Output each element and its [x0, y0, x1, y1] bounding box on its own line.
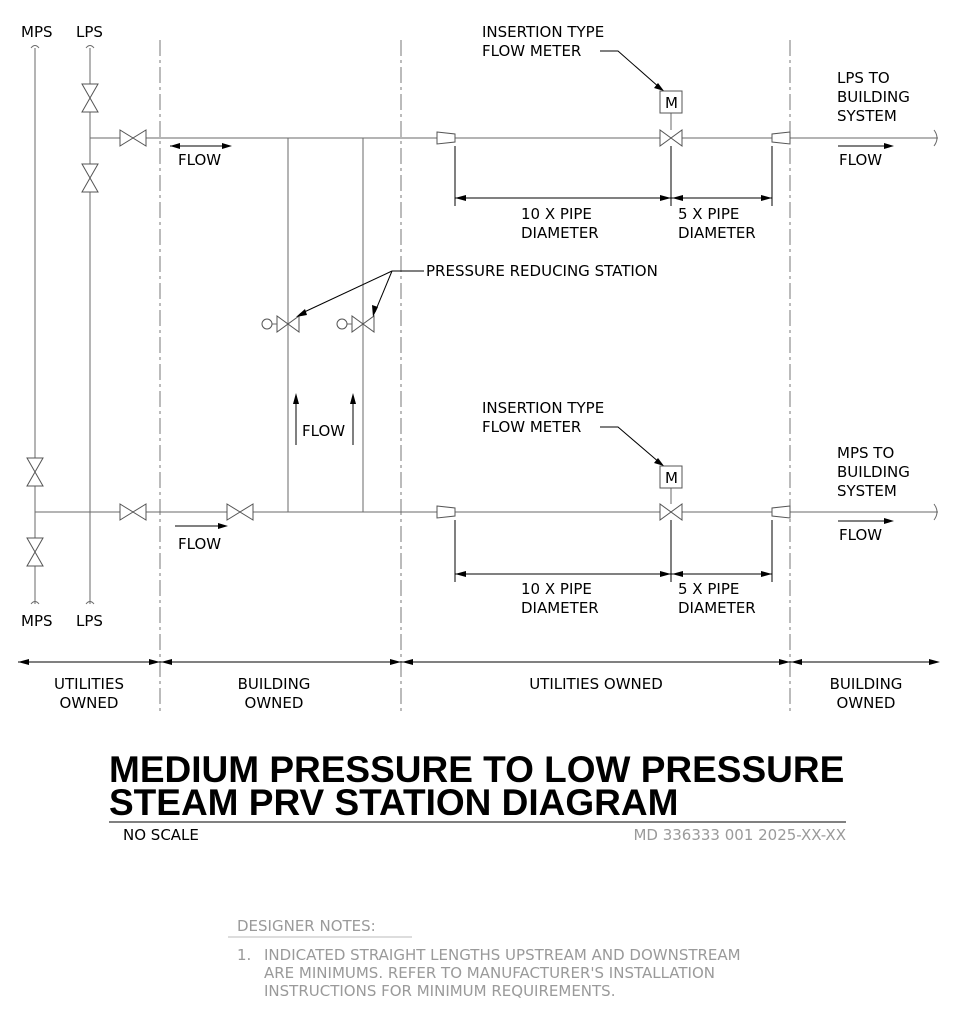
note-1-line-3: INSTRUCTIONS FOR MINIMUM REQUIREMENTS.: [264, 982, 616, 1000]
building-owned-right-line1: BUILDING: [829, 675, 903, 693]
utilities-owned-center: UTILITIES OWNED: [529, 675, 663, 693]
designer-notes-heading: DESIGNER NOTES:: [237, 917, 376, 935]
mps-to-label: MPS TO: [837, 444, 895, 462]
lps-to-building-label: BUILDING: [837, 88, 910, 106]
building-owned-left-line2: OWNED: [244, 694, 304, 712]
mps-isolation-valve-2: [227, 504, 253, 520]
lps-label-top: LPS: [76, 23, 103, 41]
title-line-1: MEDIUM PRESSURE TO LOW PRESSURE: [109, 749, 845, 790]
lps-10x-pipe-label: 10 X PIPE: [521, 205, 592, 223]
pressure-reducing-station-label: PRESSURE REDUCING STATION: [426, 262, 658, 280]
flow-label-mps-outlet: FLOW: [839, 526, 883, 544]
scale-label: NO SCALE: [123, 826, 199, 844]
mps-insertion-type-label: INSERTION TYPE: [482, 399, 605, 417]
break-mark-lps-top: [86, 46, 94, 49]
lps-to-label: LPS TO: [837, 69, 890, 87]
prv-valve-left: [262, 316, 299, 332]
mps-10x-pipe-label: 10 X PIPE: [521, 580, 592, 598]
mps-reducer-upstream: [437, 506, 455, 518]
lps-flow-meter-label: FLOW METER: [482, 42, 582, 60]
mps-header-valve-upper: [27, 458, 43, 486]
flow-label-lps-inlet: FLOW: [178, 151, 222, 169]
note-1-line-1: INDICATED STRAIGHT LENGTHS UPSTREAM AND DOWNSTREAM: [264, 946, 741, 964]
mps-to-building-label: BUILDING: [837, 463, 910, 481]
title-line-2: STEAM PRV STATION DIAGRAM: [109, 782, 679, 823]
lps-header-valve-lower: [82, 164, 98, 192]
mps-5x-pipe-label: 5 X PIPE: [678, 580, 740, 598]
lps-label-bottom: LPS: [76, 612, 103, 630]
mps-5x-diameter-label: DIAMETER: [678, 599, 756, 617]
drawing-number: MD 336333 001 2025-XX-XX: [633, 826, 846, 844]
utilities-owned-left-line1: UTILITIES: [54, 675, 124, 693]
mps-meter-symbol: M: [665, 469, 678, 487]
lps-meter-symbol: M: [665, 94, 678, 112]
mps-label-top: MPS: [21, 23, 53, 41]
prv-valve-right: [337, 316, 374, 332]
lps-header-valve-upper: [82, 84, 98, 112]
prs-leader-right: [375, 271, 392, 312]
mps-isolation-valve-1: [120, 504, 146, 520]
mps-to-system-label: SYSTEM: [837, 482, 897, 500]
note-1-number: 1.: [237, 946, 252, 964]
mps-label-bottom: MPS: [21, 612, 53, 630]
building-owned-left-line1: BUILDING: [237, 675, 311, 693]
mps-header-valve-lower: [27, 538, 43, 566]
mps-10x-diameter-label: DIAMETER: [521, 599, 599, 617]
lps-5x-diameter-label: DIAMETER: [678, 224, 756, 242]
lps-reducer-downstream: [772, 132, 790, 144]
flow-label-prv: FLOW: [302, 422, 346, 440]
prs-leader-left: [300, 271, 392, 314]
lps-10x-diameter-label: DIAMETER: [521, 224, 599, 242]
note-1-line-2: ARE MINIMUMS. REFER TO MANUFACTURER'S INSTALLATION: [264, 964, 715, 982]
utilities-owned-left-line2: OWNED: [59, 694, 119, 712]
mps-flow-meter-label: FLOW METER: [482, 418, 582, 436]
lps-insertion-type-label: INSERTION TYPE: [482, 23, 605, 41]
flow-label-lps-outlet: FLOW: [839, 151, 883, 169]
lps-meter-leader: [600, 51, 660, 88]
lps-5x-pipe-label: 5 X PIPE: [678, 205, 740, 223]
mps-reducer-downstream: [772, 506, 790, 518]
lps-reducer-upstream: [437, 132, 455, 144]
lps-to-system-label: SYSTEM: [837, 107, 897, 125]
flow-label-mps-inlet: FLOW: [178, 535, 222, 553]
lps-isolation-valve: [120, 130, 146, 146]
building-owned-right-line2: OWNED: [836, 694, 896, 712]
break-mark-mps-top: [31, 46, 39, 49]
mps-meter-leader: [600, 427, 660, 463]
